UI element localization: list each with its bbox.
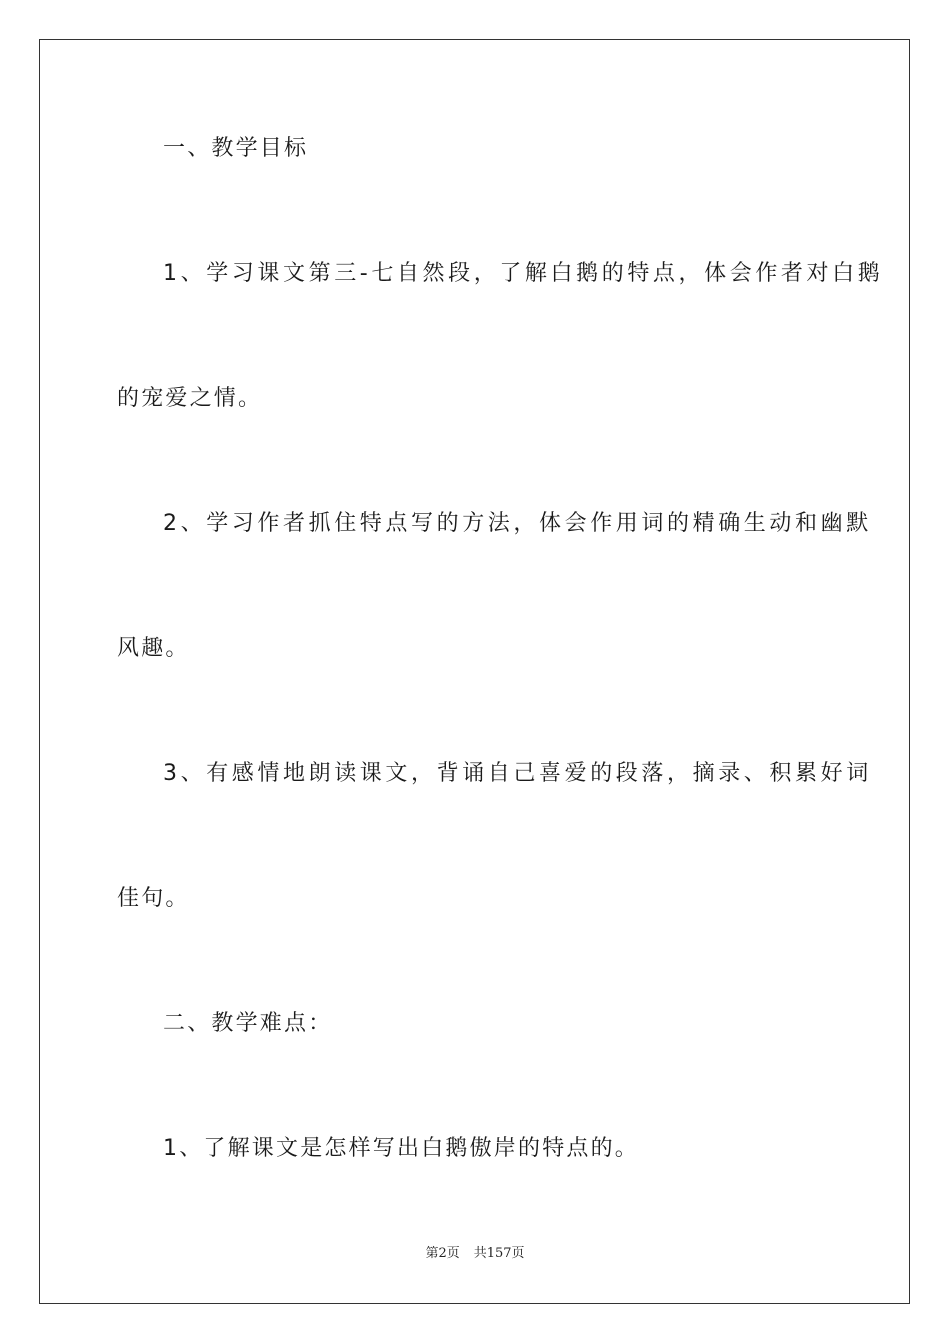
page-number: 第2页 <box>425 1246 460 1261</box>
page-frame <box>39 39 910 1304</box>
paragraph-goal-2-line-2: 风趣。 <box>117 636 190 661</box>
page-total: 共157页 <box>473 1246 525 1261</box>
paragraph-goal-1-line-1: 1、学习课文第三-七自然段，了解白鹅的特点，体会作者对白鹅 <box>163 261 884 286</box>
paragraph-goal-3-line-2: 佳句。 <box>117 886 190 911</box>
paragraph-goal-2-line-1: 2、学习作者抓住特点写的方法，体会作用词的精确生动和幽默 <box>163 511 872 536</box>
paragraph-difficulty-1: 1、了解课文是怎样写出白鹅傲岸的特点的。 <box>163 1136 639 1161</box>
page-footer <box>0 1245 950 1263</box>
section-heading-teaching-difficulties: 二、教学难点： <box>163 1011 333 1036</box>
section-heading-teaching-goals: 一、教学目标 <box>163 136 309 161</box>
paragraph-goal-3-line-1: 3、有感情地朗读课文，背诵自己喜爱的段落，摘录、积累好词 <box>163 761 872 786</box>
paragraph-goal-1-line-2: 的宠爱之情。 <box>117 386 263 411</box>
